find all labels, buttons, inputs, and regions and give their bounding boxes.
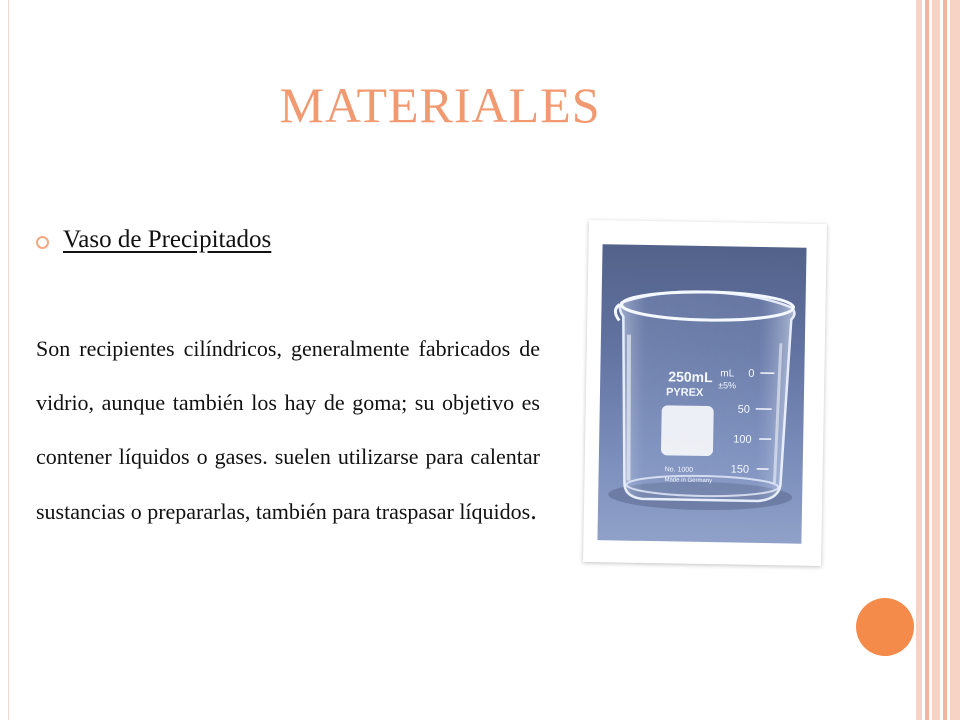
beaker-mark-0: 0 [748, 367, 755, 380]
stripe [925, 0, 929, 720]
stripe [932, 0, 940, 720]
stripe [943, 0, 947, 720]
beaker-mark-50: 50 [737, 403, 751, 416]
beaker-mark-100: 100 [733, 433, 752, 446]
beaker-tolerance-text: ±5% [718, 380, 737, 391]
beaker-capacity-text: 250mL [668, 368, 713, 386]
beaker-origin-text: Made in Germany [664, 477, 713, 485]
orange-circle-decoration [856, 598, 914, 656]
beaker-mark-150: 150 [730, 463, 750, 476]
right-decorative-stripes [916, 0, 960, 720]
bullet-text: Vaso de Precipitados [63, 226, 272, 253]
stripe [950, 0, 960, 720]
body-period: . [530, 496, 537, 525]
body-text: Son recipientes cilíndricos, generalmente fabricados de vidrio, aunque también los hay de goma; su objetivo es contener líquidos o gases. suelen utilizarse para calentar sustancias o prepararlas, también para traspasar líquidos [36, 336, 540, 524]
beaker-icon [597, 244, 806, 544]
beaker-brand-text: PYREX [665, 386, 704, 399]
bullet-item [36, 226, 271, 254]
circle-bullet-icon [36, 236, 49, 249]
slide-title: MATERIALES [279, 77, 601, 133]
beaker-model-text: No. 1000 [664, 466, 694, 474]
stripe [916, 0, 922, 720]
beaker-photo [597, 244, 806, 544]
body-paragraph [36, 322, 540, 539]
image-frame [583, 220, 827, 566]
beaker-unit-text: mL [720, 368, 735, 380]
